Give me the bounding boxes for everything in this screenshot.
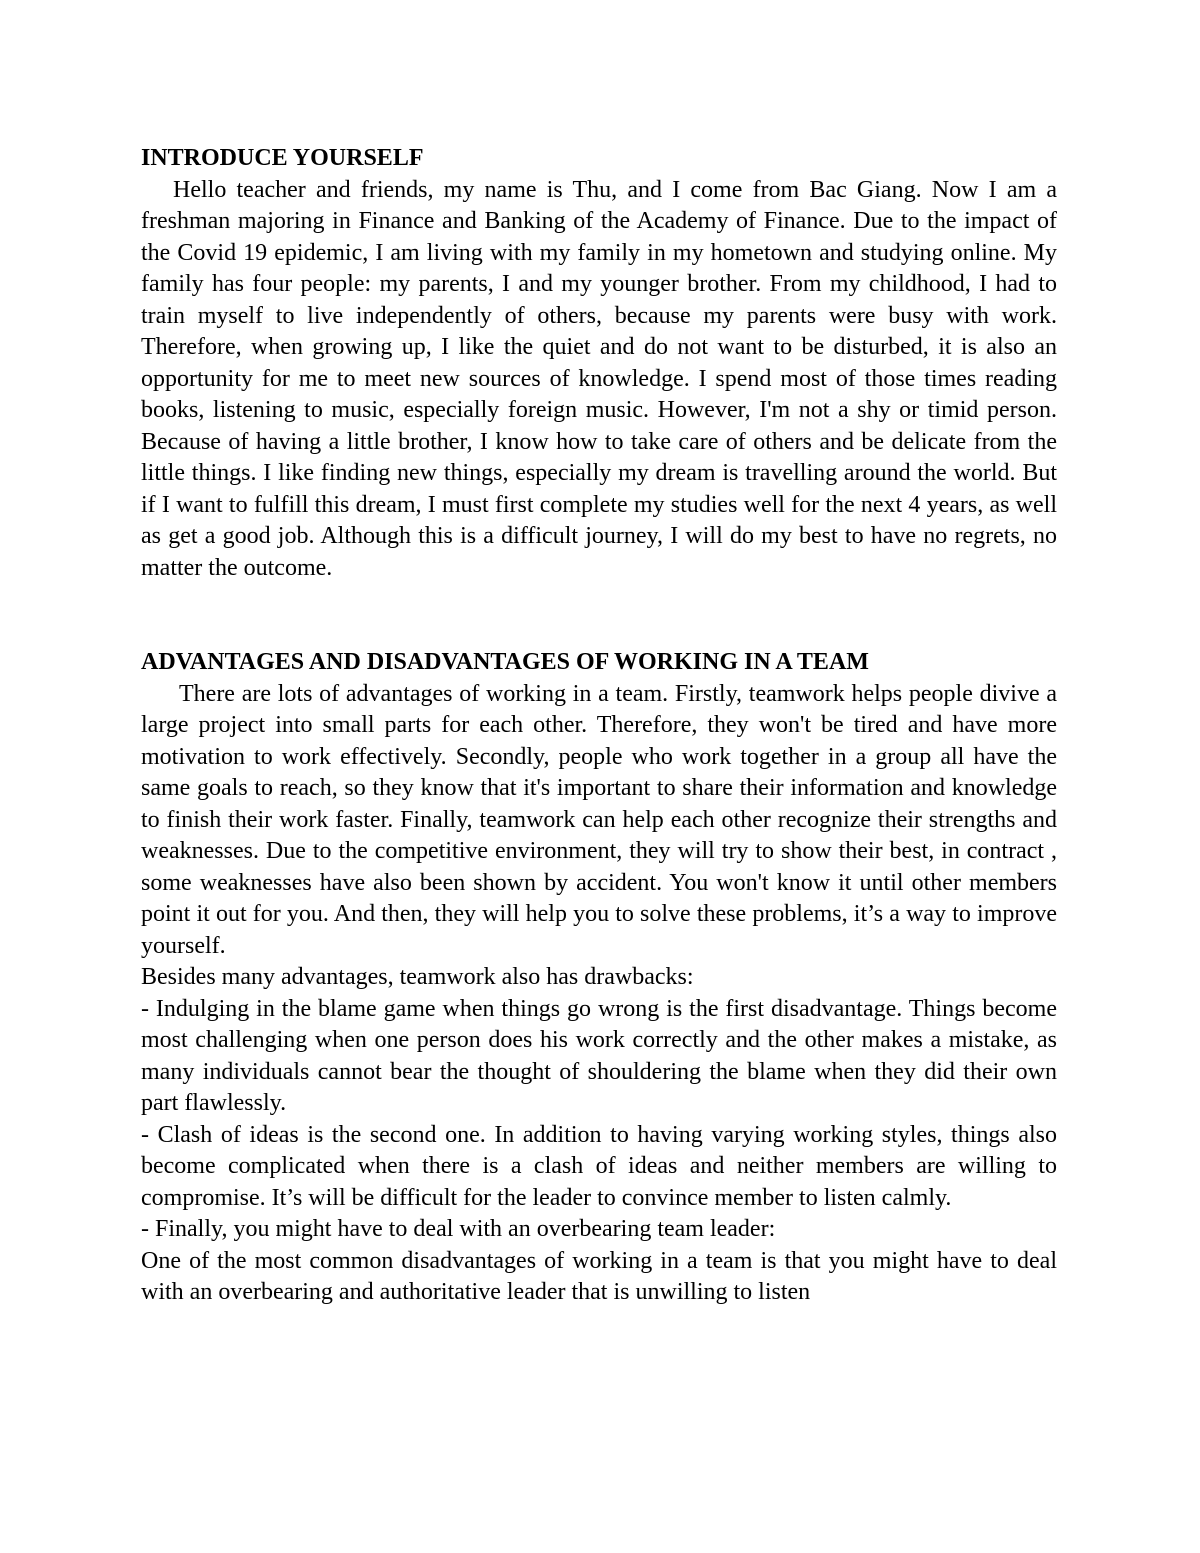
section-title-introduce-yourself: INTRODUCE YOURSELF xyxy=(141,145,424,171)
drawback-point-3: - Finally, you might have to deal with an overbearing team leader: xyxy=(141,1216,776,1242)
introduce-yourself-paragraph: Hello teacher and friends, my name is Thu, and I come from Bac Giang. Now I am a freshman majoring in Finance and Banking of the Academy of Finance. Due to the impact of the Covid 19 epidemic, I am living with my family in my hometown and studying online. My family has four people: my parents, I and my younger brother. From my childhood, I had to train myself to live independently of others, because my parents were busy with work. Therefore, when growing up, I like the quiet and do not want to be disturbed, it is also an opportunity for me to meet new sources of knowledge. I spend most of those times reading books, listening to music, especially foreign music. However, I'm not a shy or timid person. Because of having a little brother, I know how to take care of others and be delicate from the little things. I like finding new things, especially my dream is travelling around the world. But if I want to fulfill this dream, I must first complete my studies well for the next 4 years, as well as get a good job. Although this is a difficult journey, I will do my best to have no regrets, no matter the outcome. xyxy=(141,176,1057,581)
section-spacer xyxy=(141,584,1057,647)
teamwork-advantages-paragraph: There are lots of advantages of working in a team. Firstly, teamwork helps people divive a large project into small parts for each other. Therefore, they won't be tired and have more motivation to work effectively. Secondly, people who work together in a group all have the same goals to reach, so they know that it's important to share their information and knowledge to finish their work faster. Finally, teamwork can help each other recognize their strengths and weaknesses. Due to the competitive environment, they will try to show their best, in contract , some weaknesses have also been shown by accident. You won't know it until other members point it out for you. And then, they will help you to solve these problems, it’s a way to improve yourself. xyxy=(141,680,1057,959)
document-content xyxy=(141,143,1057,1309)
drawback-point-2: - Clash of ideas is the second one. In addition to having varying working styles, things also become complicated when there is a clash of ideas and neither members are willing to compromise. It’s will be difficult for the leader to convince member to listen calmly. xyxy=(141,1121,1057,1211)
drawback-point-1: - Indulging in the blame game when things go wrong is the first disadvantage. Things become most challenging when one person does his work correctly and the other makes a mistake, as many individuals cannot bear the thought of shouldering the blame when they did their own part flawlessly. xyxy=(141,995,1057,1116)
drawback-point-3-body: One of the most common disadvantages of working in a team is that you might have to deal with an overbearing and authoritative leader that is unwilling to listen xyxy=(141,1247,1057,1305)
section-title-teamwork: ADVANTAGES AND DISADVANTAGES OF WORKING IN A TEAM xyxy=(141,649,869,675)
teamwork-drawbacks-intro: Besides many advantages, teamwork also has drawbacks: xyxy=(141,964,694,990)
